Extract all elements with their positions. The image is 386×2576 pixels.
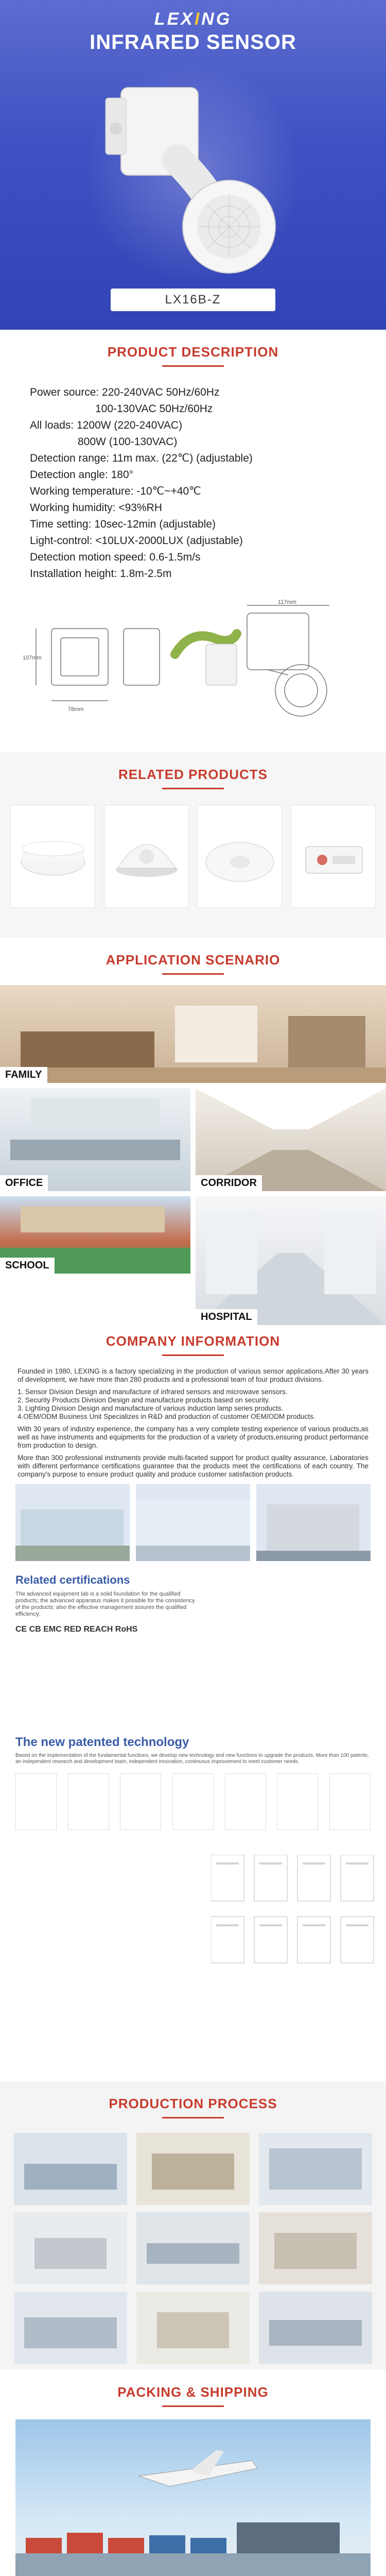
- scene-label: HOSPITAL: [196, 1309, 257, 1325]
- packing-shipping: [0, 2370, 386, 2576]
- patent-certificate: [277, 1773, 318, 1830]
- patent-certificate: [172, 1773, 214, 1830]
- company-heading: COMPANY INFORMATION: [106, 1333, 280, 1349]
- logo-text-accent: I: [194, 9, 202, 29]
- spec-line: Detection motion speed: 0.6-1.5m/s: [30, 551, 201, 563]
- company-paragraph: More than 300 professional instruments provide multi-faceted support for product quality assurance, Laboratories with different performance certifications guarantee that the products meet the certifications of each country. The company's purpose to ensure product quality and produce customer satisfaction products.: [17, 1454, 369, 1478]
- process-photo: [259, 2292, 372, 2364]
- factory-photo: [15, 1484, 130, 1561]
- dim-height: 107mm: [23, 655, 42, 661]
- spec-line: 800W (100-130VAC): [78, 436, 178, 448]
- spec-list: [30, 384, 386, 582]
- process-photo: [14, 2133, 127, 2205]
- related-product-card[interactable]: [291, 805, 376, 908]
- patent-certificate: [225, 1773, 266, 1830]
- factory-photo: [256, 1484, 371, 1561]
- production-heading: PRODUCTION PROCESS: [109, 2096, 277, 2111]
- company-paragraph: With 30 years of industry experience, the company has a very complete testing experience of various products,as well as have instruments and equipments for the production of a variety of products,ensuring product performance from production to design.: [17, 1425, 369, 1449]
- production-process: [0, 2081, 386, 2370]
- spec-line: Working temperature: -10℃~+40℃: [30, 485, 201, 497]
- dome-sensor-image: [104, 805, 189, 908]
- scene-school: [0, 1196, 190, 1274]
- spec-line: Detection angle: 180°: [30, 469, 134, 481]
- hero-title: INFRARED SENSOR: [90, 31, 296, 54]
- application-heading: APPLICATION SCENARIO: [106, 952, 280, 968]
- dimension-drawing: [21, 598, 365, 721]
- patent-documents: [15, 1773, 371, 1830]
- logo-text-tail: NG: [201, 9, 232, 29]
- scene-office: [0, 1088, 190, 1191]
- related-products: [0, 752, 386, 938]
- patent-desc: Based on the implementation of the fundamental functions, we develop new technology and new functions to upgrade the products. More than 100 patents, an independent research and development team, independent innovation, continuous improvement to meet customer needs.: [15, 1753, 369, 1765]
- patent-certificate: [15, 1773, 57, 1830]
- related-heading: RELATED PRODUCTS: [118, 767, 268, 782]
- heading-underline: [162, 973, 224, 975]
- process-photo: [14, 2212, 127, 2284]
- company-paragraph: 1. Sensor Division Design and manufacture of infrared sensors and microwave sensors. 2. Security Products Division Design and manufacture products based on security. 3. Lighting Division Design and manufacture of various induction lamp series products. 4.OEM/ODM Business Unit Specializes in R&D and production of customer OEM/ODM products.: [17, 1388, 315, 1420]
- certifications-desc: The advanced equipment lab is a solid foundation for the qualified products; the advanced apparatus makes it possible for the consistency of the products; also the effective management assures the qualified efficiency;: [15, 1591, 195, 1617]
- description-heading: PRODUCT DESCRIPTION: [107, 344, 279, 360]
- dim-width: 78mm: [68, 706, 84, 713]
- product-description: [0, 330, 386, 752]
- process-photo: [136, 2133, 250, 2205]
- packing-heading: PACKING & SHIPPING: [117, 2384, 269, 2400]
- scene-label: SCHOOL: [0, 1258, 55, 1274]
- process-photo: [259, 2212, 372, 2284]
- heading-underline: [162, 1354, 224, 1356]
- sensor-product-image: [100, 67, 286, 283]
- heading-underline: [162, 2405, 224, 2407]
- flush-sensor-image: [198, 805, 283, 908]
- model-number: LX16B-Z: [111, 289, 275, 311]
- scene-family: [0, 985, 386, 1083]
- spec-line: Power source: 220-240VAC 50Hz/60Hz: [30, 386, 220, 398]
- spec-line: Working humidity: <93%RH: [30, 502, 162, 514]
- logo-text-main: LEX: [154, 9, 195, 29]
- patent-certificate: [329, 1773, 371, 1830]
- patent-certificate: [68, 1773, 109, 1830]
- factory-photo: [136, 1484, 250, 1561]
- process-photo: [136, 2292, 250, 2364]
- scene-label: OFFICE: [0, 1175, 48, 1191]
- scene-label: FAMILY: [0, 1067, 47, 1083]
- heading-underline: [162, 2117, 224, 2119]
- ceiling-sensor-image: [11, 805, 96, 908]
- certificate-documents: [211, 1855, 376, 1973]
- company-text: [17, 1367, 369, 1479]
- process-grid: [0, 2133, 386, 2364]
- application-scenario: [0, 938, 386, 1323]
- process-photo: [259, 2133, 372, 2205]
- dim-top: 117mm: [278, 599, 296, 605]
- module-sensor-image: [291, 805, 376, 908]
- process-photo: [136, 2212, 250, 2284]
- related-product-card[interactable]: [10, 805, 95, 908]
- related-product-card[interactable]: [104, 805, 189, 908]
- scene-hospital: [196, 1196, 386, 1325]
- certification-logos: CE CB EMC RED REACH RoHS: [15, 1625, 138, 1634]
- spec-line: 100-130VAC 50Hz/60Hz: [95, 403, 213, 415]
- related-product-card[interactable]: [197, 805, 282, 908]
- spec-line: All loads: 1200W (220-240VAC): [30, 419, 183, 431]
- shipping-image: [15, 2419, 371, 2576]
- spec-line: Light-control: <10LUX-2000LUX (adjustable): [30, 535, 243, 547]
- company-information: [0, 1319, 386, 2081]
- scene-corridor: [196, 1088, 386, 1191]
- process-photo: [14, 2292, 127, 2364]
- heading-underline: [162, 365, 224, 367]
- certifications-title: Related certifications: [15, 1573, 130, 1586]
- company-paragraph: Founded in 1980, LEXING is a factory specializing in the production of various sensor applications.After 30 years of development, we have more than 280 products and a professional team of four product divisions.: [17, 1367, 369, 1383]
- spec-line: Time setting: 10sec-12min (adjustable): [30, 518, 216, 530]
- spec-line: Installation height: 1.8m-2.5m: [30, 568, 172, 580]
- factory-photos: [15, 1484, 371, 1561]
- hero-banner: [0, 0, 386, 330]
- patent-certificate: [120, 1773, 161, 1830]
- scene-label: CORRIDOR: [196, 1175, 262, 1191]
- spec-line: Detection range: 11m max. (22℃) (adjustable): [30, 452, 253, 464]
- patent-title: The new patented technology: [15, 1735, 189, 1749]
- brand-logo: [0, 9, 386, 29]
